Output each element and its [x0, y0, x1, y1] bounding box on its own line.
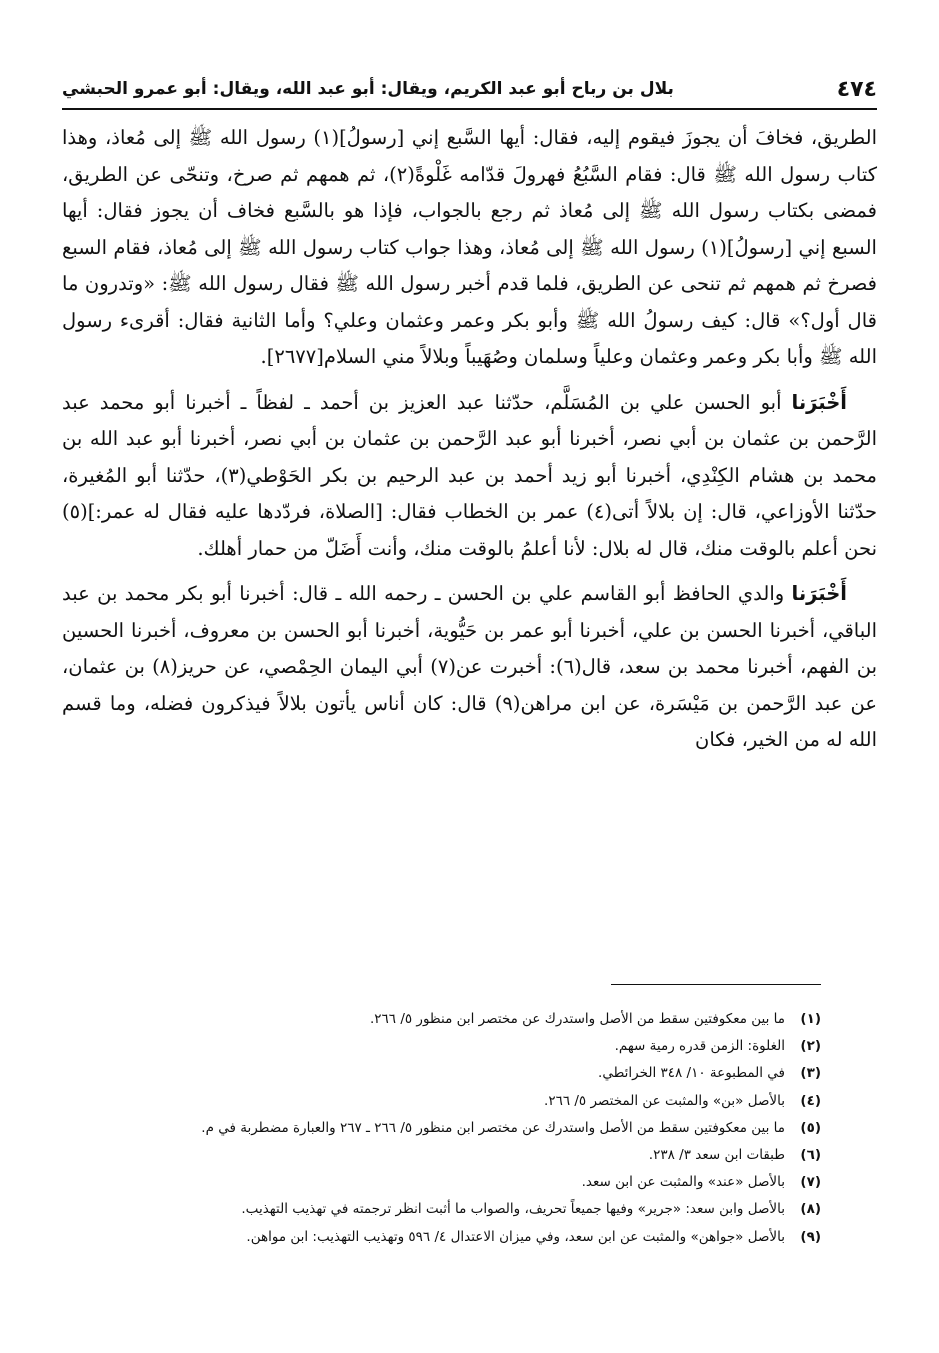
footnote-2 [70, 1033, 821, 1060]
footnote-3 [70, 1060, 821, 1087]
footnote-4 [70, 1088, 821, 1115]
footnote-number: (٨) [800, 1201, 821, 1218]
footnote-number: (٤) [800, 1092, 821, 1109]
footnote-text: ما بين معكوفتين سقط من الأصل واستدرك عن مختصر ابن منظور ٥/ ٢٦٦. [369, 1011, 785, 1027]
paragraph-1 [62, 120, 877, 376]
footnote-number: (٢) [800, 1038, 821, 1055]
footnote-text: بالأصل «عند» والمثبت عن ابن سعد. [581, 1174, 785, 1191]
footnote-text: الغلوة: الزمن قدره رمية سهم. [614, 1038, 785, 1055]
header-rule [62, 108, 877, 110]
footnote-number: (١) [800, 1011, 821, 1027]
paragraph-3 [62, 576, 877, 759]
footnote-text: بالأصل وابن سعد: «جرير» وفيها جميعاً تحريف، والصواب ما أثبت انظر ترجمته في تهذيب التهذيب. [241, 1201, 785, 1218]
page-header [62, 72, 877, 106]
footnote-5 [70, 1115, 821, 1142]
running-title: بلال بن رباح أبو عبد الكريم، ويقال: أبو عبد الله، ويقال: أبو عمرو الحبشي [62, 79, 674, 99]
paragraph-3-text: والدي الحافظ أبو القاسم علي بن الحسن ـ رحمه الله ـ قال: أخبرنا أبو بكر محمد بن عبد الباقي، أخبرنا الحسن بن علي، أخبرنا أبو عمر بن حَيُّوية، أخبرنا أبو الحسن بن معروف، أخبرنا الحسين بن الفهم، أخبرنا محمد بن سعد، قال(٦): أخبرت عن(٧) أبي اليمان الحِمْصي، عن حريز(٨) بن عثمان، عن عبد الرَّحمن بن مَيْسَرة، عن ابن مراهن(٩) قال: كان أناس يأتون بلالاً فيذكرون فضله، وما قسم الله له من الخير، فكان [62, 582, 878, 751]
footnote-number: (٣) [800, 1065, 821, 1082]
footnote-number: (٦) [800, 1147, 821, 1164]
footnote-text: بالأصل «بن» والمثبت عن المختصر ٥/ ٢٦٦. [544, 1092, 785, 1109]
footnote-number: (٧) [800, 1174, 821, 1191]
paragraph-3-lead: أَخْبَرَنا [791, 582, 847, 605]
footnote-1 [70, 1006, 821, 1033]
footnote-9 [70, 1224, 821, 1251]
footnote-text: بالأصل «جواهن» والمثبت عن ابن سعد، وفي ميزان الاعتدال ٤/ ٥٩٦ وتهذيب التهذيب: ابن مواهن. [246, 1228, 785, 1245]
footnote-text: في المطبوعة ١٠/ ٣٤٨ الخرائطي. [598, 1065, 785, 1082]
footnote-number: (٩) [800, 1228, 821, 1245]
main-text [62, 120, 877, 768]
paragraph-2 [62, 385, 877, 568]
footnote-rule [611, 984, 821, 985]
paragraph-1-text: الطريق، فخافَ أن يجوزَ فيقوم إليه، فقال: أيها السَّبع إني [رسولُ](١) رسول الله ﷺ إلى مُعاذ، وهذا كتاب رسول الله ﷺ قال: فقام السَّبُعُ فهرولَ قدّامه غَلْوةً(٢)، ثم همهم ثم صرخ، وتنحّى عن الطريق، فمضى بكتاب رسول الله ﷺ إلى مُعاذ ثم رجع بالجواب، فإذا هو بالسَّبع فخاف أن يجوز فقال: أيها السبع إني [رسولُ](١) رسول الله ﷺ إلى مُعاذ، وهذا جواب كتاب رسول الله ﷺ إلى مُعاذ، فقام السبع فصرخ ثم همهم ثم تنحى عن الطريق، فلما قدم أخبر رسول الله ﷺ فقال رسول الله ﷺ: «وتدرون ما قال أول؟» قال: كيف رسولُ الله ﷺ وأبو بكر وعمر وعثمان وعلي؟ وأما الثانية فقال: أقرىء رسول الله ﷺ وأبا بكر وعمر وعثمان وعلياً وسلمان وصُهَيباً وبلالاً مني السلام[٢٦٧٧]. [62, 126, 878, 368]
paragraph-2-lead: أَخْبَرَنا [791, 390, 847, 414]
footnote-text: طبقات ابن سعد ٣/ ٢٣٨. [648, 1147, 785, 1164]
page-number: ٤٧٤ [836, 76, 877, 102]
footnote-6 [70, 1142, 821, 1169]
footnote-text: ما بين معكوفتين سقط من الأصل واستدرك عن مختصر ابن منظور ٥/ ٢٦٦ ـ ٢٦٧ والعبارة مضطربة في م. [201, 1119, 785, 1136]
paragraph-2-text: أبو الحسن علي بن المُسَلَّم، حدّثنا عبد العزيز بن أحمد ـ لفظاً ـ أخبرنا أبو محمد عبد الرَّحمن بن عثمان بن أبي نصر، أخبرنا أبو عبد الرَّحمن بن عثمان بن أبي نصر، أخبرنا أبو عبد الله بن محمد بن هشام الكِنْدِي، أخبرنا أبو زيد أحمد بن عبد الرحيم بن بكر الحَوْطي(٣)، حدّثنا أبو المُغيرة، حدّثنا الأوزاعي، قال: إن بلالاً أتى(٤) عمر بن الخطاب فقال: [الصلاة، فردّدها عليه فقال له عمر:](٥) نحن أعلم بالوقت منك، قال له بلال: لأنا أعلمُ بالوقت منك، وأنت أَضَلّ من حمار أهلك. [62, 390, 878, 560]
footnote-number: (٥) [800, 1119, 821, 1136]
footnote-7 [70, 1169, 821, 1196]
footnotes [70, 1006, 821, 1251]
footnote-8 [70, 1196, 821, 1223]
